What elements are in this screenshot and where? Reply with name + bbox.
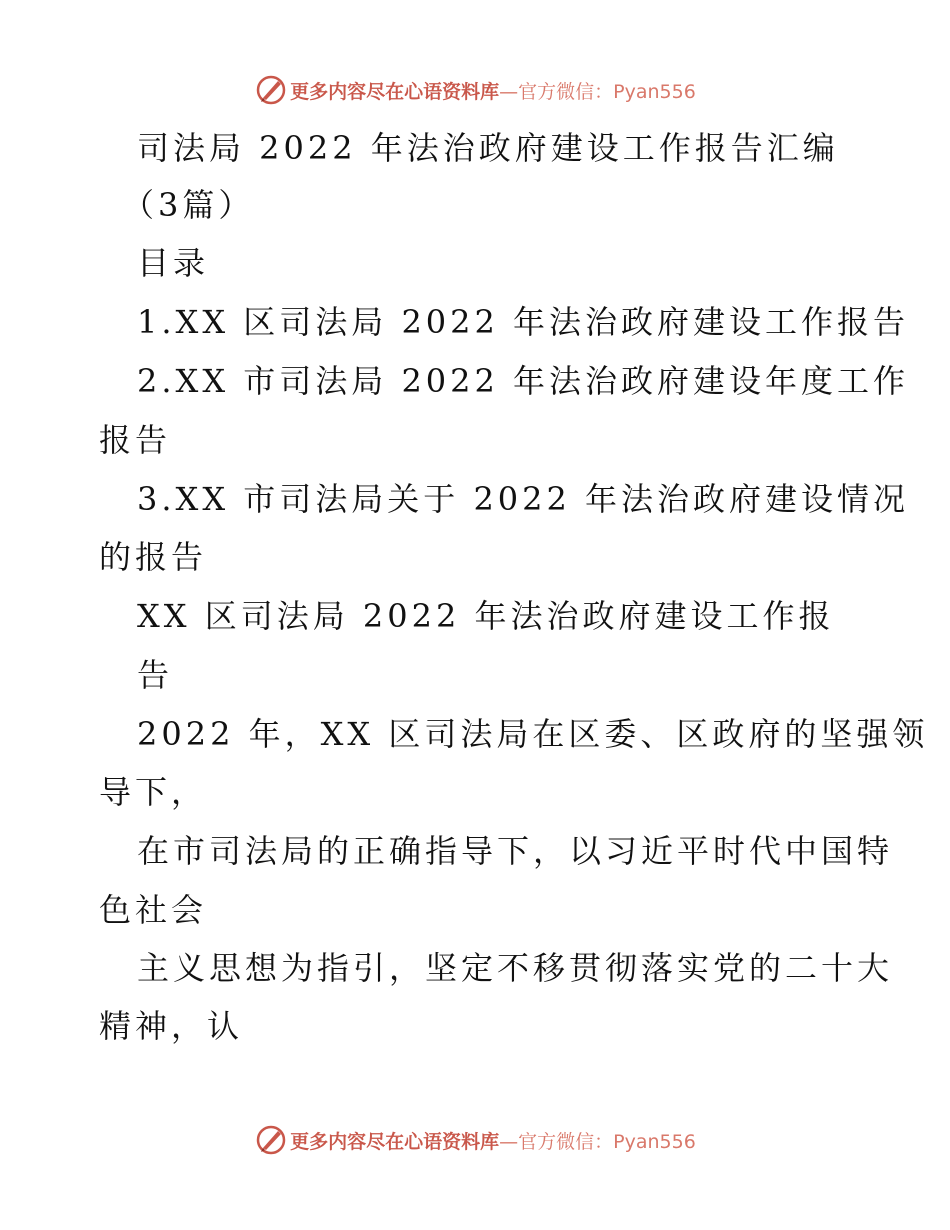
toc-item-1: 1.XX 区司法局 2022 年法治政府建设工作报告	[137, 303, 910, 341]
watermark-contact-text: 官方微信：Pyan556	[518, 80, 696, 103]
watermark-brand-text: 更多内容尽在心语资料库	[290, 80, 500, 103]
section-title-line-2: 告	[137, 656, 174, 694]
body-line-3: 在市司法局的正确指导下，以习近平时代中国特	[137, 832, 894, 870]
body-line-4: 色社会	[99, 891, 208, 929]
watermark-banner-bottom	[0, 1120, 950, 1160]
document-title-line-1: 司法局 2022 年法治政府建设工作报告汇编	[137, 129, 839, 167]
watermark-contact-text: 官方微信：Pyan556	[518, 1130, 696, 1153]
watermark-dash: —	[499, 1130, 519, 1153]
toc-item-2-line-1: 2.XX 市司法局 2022 年法治政府建设年度工作	[137, 362, 910, 400]
toc-heading: 目录	[137, 244, 210, 282]
body-line-1: 2022 年，XX 区司法局在区委、区政府的坚强领	[137, 715, 929, 753]
body-line-6: 精神，认	[99, 1007, 244, 1045]
section-title-line-1: XX 区司法局 2022 年法治政府建设工作报	[137, 597, 835, 635]
body-line-5: 主义思想为指引，坚定不移贯彻落实党的二十大	[137, 949, 894, 987]
quill-pen-logo-icon	[254, 73, 288, 107]
watermark-banner-top	[0, 70, 950, 110]
watermark-brand-text: 更多内容尽在心语资料库	[290, 1130, 500, 1153]
document-title-line-2: （3篇）	[122, 186, 255, 224]
body-line-2: 导下，	[99, 773, 208, 811]
toc-item-3-line-2: 的报告	[99, 538, 208, 576]
watermark-dash: —	[499, 80, 519, 103]
quill-pen-logo-icon	[254, 1123, 288, 1157]
toc-item-2-line-2: 报告	[99, 421, 172, 459]
toc-item-3-line-1: 3.XX 市司法局关于 2022 年法治政府建设情况	[137, 480, 910, 518]
